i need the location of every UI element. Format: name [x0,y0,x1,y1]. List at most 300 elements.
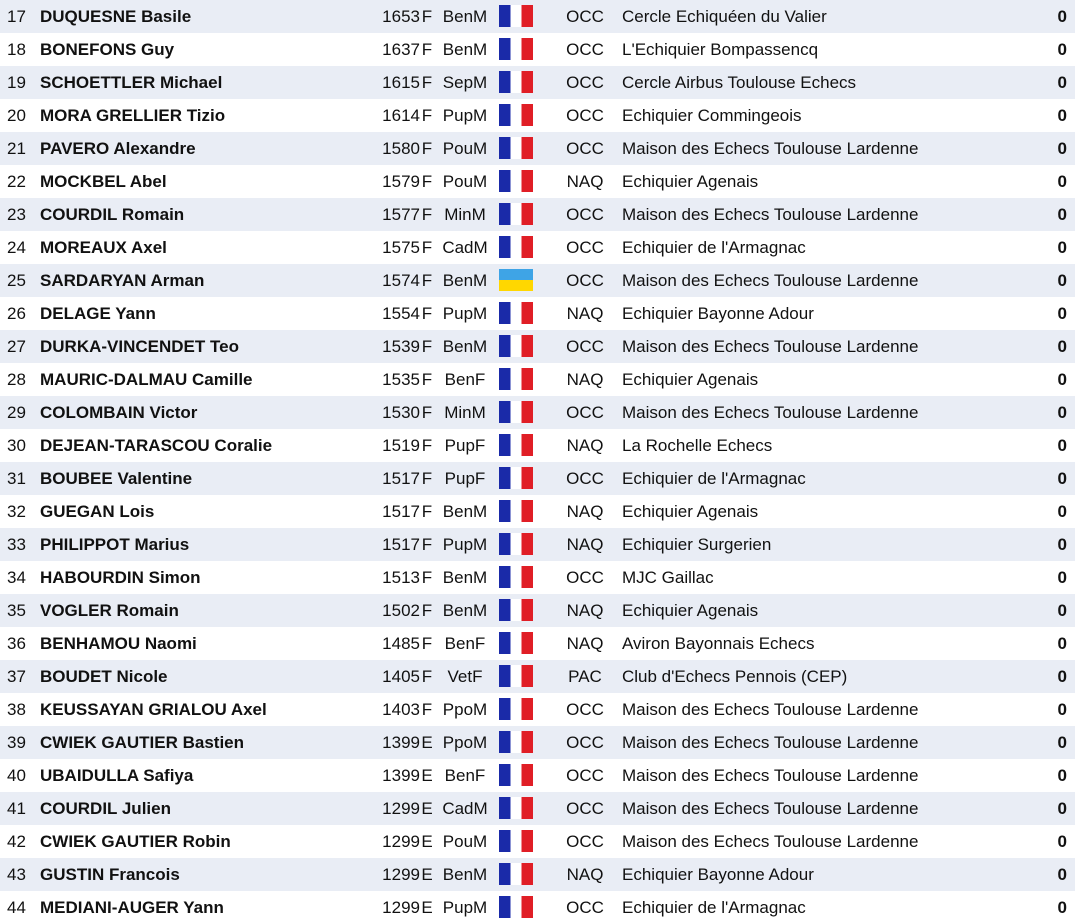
player-club: La Rochelle Echecs [622,436,773,455]
player-elo-type: F [421,667,433,686]
player-category: BenM [442,601,488,620]
player-flag-cell [496,396,556,429]
player-name: DUQUESNE Basile [40,7,192,26]
player-league: NAQ [566,601,604,620]
player-points: 0 [1057,898,1067,917]
player-flag-cell [496,330,556,363]
fr-flag-icon [499,698,533,720]
fr-flag-icon [499,71,533,93]
player-name: CWIEK GAUTIER Robin [40,832,231,851]
player-category: PupF [444,469,486,488]
player-rank: 23 [7,205,26,224]
player-rank: 44 [7,898,26,917]
player-flag-cell [496,165,556,198]
player-row [0,264,1075,297]
fr-flag-icon [499,104,533,126]
player-league: OCC [566,7,604,26]
player-rank: 36 [7,634,26,653]
player-row [0,198,1075,231]
fr-flag-icon [499,38,533,60]
fr-flag-icon [499,566,533,588]
player-category: MinM [444,403,486,422]
player-league: PAC [568,667,602,686]
fr-flag-icon [499,236,533,258]
player-category: BenM [442,865,488,884]
player-club: Maison des Echecs Toulouse Lardenne [622,205,919,224]
player-rank: 41 [7,799,26,818]
player-category: BenM [442,568,488,587]
player-points: 0 [1057,304,1067,323]
player-elo: 1554 [382,304,420,323]
fr-flag-icon [499,368,533,390]
player-league: NAQ [566,502,604,521]
player-flag-cell [496,759,556,792]
player-elo-type: F [421,337,433,356]
player-row [0,0,1075,33]
player-elo-type: F [421,370,433,389]
player-elo-type: F [421,271,433,290]
player-points: 0 [1057,832,1067,851]
player-row [0,693,1075,726]
player-name: DURKA-VINCENDET Teo [40,337,239,356]
fr-flag-icon [499,764,533,786]
player-category: SepM [442,73,488,92]
fr-flag-icon [499,830,533,852]
fr-flag-icon [499,137,533,159]
player-category: BenM [442,502,488,521]
player-elo-type: F [421,172,433,191]
player-elo: 1579 [382,172,420,191]
player-rank: 40 [7,766,26,785]
player-rank: 17 [7,7,26,26]
player-name: MAURIC-DALMAU Camille [40,370,253,389]
player-flag-cell [496,132,556,165]
player-row [0,429,1075,462]
player-elo-type: F [421,700,433,719]
player-elo: 1299 [382,832,420,851]
player-row [0,627,1075,660]
fr-flag-icon [499,170,533,192]
player-league: OCC [566,766,604,785]
player-flag-cell [496,858,556,891]
player-name: COURDIL Julien [40,799,171,818]
player-elo-type: F [421,403,433,422]
player-league: OCC [566,205,604,224]
player-elo: 1574 [382,271,420,290]
player-rank: 37 [7,667,26,686]
player-category: MinM [444,205,486,224]
player-category: PupM [442,304,488,323]
player-league: OCC [566,73,604,92]
player-club: Maison des Echecs Toulouse Lardenne [622,733,919,752]
player-rank: 29 [7,403,26,422]
player-rank: 34 [7,568,26,587]
player-elo-type: F [421,238,433,257]
player-league: NAQ [566,865,604,884]
player-elo-type: F [421,436,433,455]
player-points: 0 [1057,601,1067,620]
player-name: PAVERO Alexandre [40,139,196,158]
player-row [0,462,1075,495]
player-club: Maison des Echecs Toulouse Lardenne [622,799,919,818]
player-row [0,858,1075,891]
player-league: NAQ [566,436,604,455]
player-category: BenF [444,634,486,653]
player-elo: 1485 [382,634,420,653]
player-league: NAQ [566,535,604,554]
fr-flag-icon [499,599,533,621]
player-rank: 27 [7,337,26,356]
player-elo: 1517 [382,469,420,488]
player-rank: 33 [7,535,26,554]
player-rank: 20 [7,106,26,125]
player-name: HABOURDIN Simon [40,568,201,587]
player-flag-cell [496,33,556,66]
player-flag-cell [496,726,556,759]
player-club: Echiquier Agenais [622,370,759,389]
player-flag-cell [496,693,556,726]
player-points: 0 [1057,634,1067,653]
player-category: BenF [444,370,486,389]
player-league: OCC [566,139,604,158]
player-rank: 30 [7,436,26,455]
fr-flag-icon [499,797,533,819]
player-points: 0 [1057,700,1067,719]
player-row [0,99,1075,132]
player-elo: 1399 [382,766,420,785]
player-rank: 43 [7,865,26,884]
player-league: OCC [566,799,604,818]
player-elo: 1637 [382,40,420,59]
player-league: OCC [566,271,604,290]
player-points: 0 [1057,370,1067,389]
player-elo-type: E [421,766,433,785]
player-elo-type: F [421,304,433,323]
player-points: 0 [1057,766,1067,785]
player-league: OCC [566,898,604,917]
player-club: Maison des Echecs Toulouse Lardenne [622,766,919,785]
player-flag-cell [496,231,556,264]
player-elo: 1405 [382,667,420,686]
player-flag-cell [496,627,556,660]
player-league: OCC [566,40,604,59]
player-flag-cell [496,99,556,132]
player-category: PouM [442,832,488,851]
player-flag-cell [496,363,556,396]
player-club: Echiquier de l'Armagnac [622,469,806,488]
player-elo-type: F [421,634,433,653]
fr-flag-icon [499,401,533,423]
player-row [0,297,1075,330]
player-category: BenM [442,337,488,356]
player-rank: 42 [7,832,26,851]
player-name: MEDIANI-AUGER Yann [40,898,224,917]
player-elo-type: F [421,568,433,587]
player-league: NAQ [566,370,604,389]
player-elo: 1517 [382,502,420,521]
player-elo: 1519 [382,436,420,455]
player-league: OCC [566,733,604,752]
player-points: 0 [1057,73,1067,92]
player-elo-type: F [421,139,433,158]
player-row [0,363,1075,396]
fr-flag-icon [499,467,533,489]
player-rank: 22 [7,172,26,191]
player-name: COURDIL Romain [40,205,185,224]
player-name: SCHOETTLER Michael [40,73,223,92]
player-category: PupM [442,535,488,554]
player-elo-type: E [421,832,433,851]
player-category: BenM [442,271,488,290]
player-league: NAQ [566,634,604,653]
fr-flag-icon [499,500,533,522]
player-club: Maison des Echecs Toulouse Lardenne [622,700,919,719]
player-flag-cell [496,792,556,825]
player-name: PHILIPPOT Marius [40,535,190,554]
player-club: Echiquier Bayonne Adour [622,304,814,323]
player-points: 0 [1057,436,1067,455]
player-elo-type: F [421,73,433,92]
player-row [0,792,1075,825]
fr-flag-icon [499,863,533,885]
fr-flag-icon [499,335,533,357]
player-elo: 1615 [382,73,420,92]
player-rank: 38 [7,700,26,719]
fr-flag-icon [499,203,533,225]
player-category: BenF [444,766,486,785]
player-name: MORA GRELLIER Tizio [40,106,226,125]
player-row [0,759,1075,792]
player-flag-cell [496,891,556,924]
player-points: 0 [1057,337,1067,356]
player-elo: 1580 [382,139,420,158]
player-club: Aviron Bayonnais Echecs [622,634,815,653]
player-elo-type: F [421,205,433,224]
player-league: OCC [566,568,604,587]
player-points: 0 [1057,568,1067,587]
player-rank: 39 [7,733,26,752]
player-row [0,495,1075,528]
player-elo: 1403 [382,700,420,719]
player-club: Maison des Echecs Toulouse Lardenne [622,139,919,158]
player-elo: 1299 [382,799,420,818]
player-elo: 1502 [382,601,420,620]
fr-flag-icon [499,896,533,918]
player-club: Maison des Echecs Toulouse Lardenne [622,271,919,290]
player-category: BenM [442,40,488,59]
player-elo-type: E [421,898,433,917]
player-name: MOCKBEL Abel [40,172,167,191]
fr-flag-icon [499,665,533,687]
player-points: 0 [1057,667,1067,686]
player-elo: 1577 [382,205,420,224]
player-name: UBAIDULLA Safiya [40,766,194,785]
player-league: OCC [566,403,604,422]
player-points: 0 [1057,502,1067,521]
player-flag-cell [496,0,556,33]
player-name: BENHAMOU Naomi [40,634,197,653]
player-name: GUEGAN Lois [40,502,155,521]
player-category: PupM [442,898,488,917]
player-league: NAQ [566,304,604,323]
player-elo: 1539 [382,337,420,356]
player-points: 0 [1057,733,1067,752]
player-elo: 1535 [382,370,420,389]
player-club: Echiquier Bayonne Adour [622,865,814,884]
player-rank: 28 [7,370,26,389]
player-league: NAQ [566,172,604,191]
player-elo-type: E [421,799,433,818]
player-club: Echiquier de l'Armagnac [622,238,806,257]
player-points: 0 [1057,403,1067,422]
player-elo-type: F [421,601,433,620]
player-row [0,396,1075,429]
player-row [0,33,1075,66]
player-row [0,891,1075,924]
player-elo: 1299 [382,865,420,884]
player-points: 0 [1057,799,1067,818]
player-club: L'Echiquier Bompassencq [622,40,819,59]
player-category: BenM [442,7,488,26]
player-category: PupM [442,106,488,125]
player-club: Echiquier Agenais [622,601,759,620]
player-club: Echiquier Surgerien [622,535,772,554]
player-rank: 35 [7,601,26,620]
player-points: 0 [1057,40,1067,59]
ua-flag-icon [499,269,533,291]
player-elo-type: F [421,7,433,26]
player-name: BOUDET Nicole [40,667,168,686]
player-row [0,561,1075,594]
fr-flag-icon [499,731,533,753]
player-club: Echiquier Commingeois [622,106,802,125]
player-league: OCC [566,337,604,356]
player-league: OCC [566,106,604,125]
player-points: 0 [1057,205,1067,224]
player-name: SARDARYAN Arman [40,271,205,290]
player-elo: 1299 [382,898,420,917]
fr-flag-icon [499,5,533,27]
player-flag-cell [496,264,556,297]
player-elo: 1517 [382,535,420,554]
player-category: CadM [442,799,488,818]
player-name: VOGLER Romain [40,601,179,620]
player-elo-type: E [421,733,433,752]
player-club: Echiquier Agenais [622,502,759,521]
player-elo: 1614 [382,106,420,125]
player-club: MJC Gaillac [622,568,714,587]
player-points: 0 [1057,271,1067,290]
player-points: 0 [1057,469,1067,488]
player-name: CWIEK GAUTIER Bastien [40,733,245,752]
player-rank: 24 [7,238,26,257]
player-flag-cell [496,528,556,561]
player-row [0,726,1075,759]
player-flag-cell [496,660,556,693]
player-rank: 21 [7,139,26,158]
player-row [0,594,1075,627]
player-name: MOREAUX Axel [40,238,167,257]
player-flag-cell [496,825,556,858]
player-category: PupF [444,436,486,455]
player-points: 0 [1057,238,1067,257]
player-elo: 1575 [382,238,420,257]
player-club: Maison des Echecs Toulouse Lardenne [622,832,919,851]
player-elo: 1513 [382,568,420,587]
player-category: PouM [442,139,488,158]
player-category: CadM [442,238,488,257]
player-category: PpoM [442,733,488,752]
player-rank: 31 [7,469,26,488]
player-club: Cercle Echiquéen du Valier [622,7,827,26]
player-rank: 25 [7,271,26,290]
player-flag-cell [496,198,556,231]
player-row [0,660,1075,693]
player-elo: 1653 [382,7,420,26]
player-league: OCC [566,469,604,488]
player-points: 0 [1057,535,1067,554]
player-club: Maison des Echecs Toulouse Lardenne [622,403,919,422]
player-flag-cell [496,66,556,99]
fr-flag-icon [499,632,533,654]
player-name: COLOMBAIN Victor [40,403,198,422]
fr-flag-icon [499,434,533,456]
player-elo-type: F [421,106,433,125]
player-row [0,165,1075,198]
player-elo-type: F [421,535,433,554]
player-name: KEUSSAYAN GRIALOU Axel [40,700,267,719]
fr-flag-icon [499,533,533,555]
player-category: PpoM [442,700,488,719]
player-elo-type: E [421,865,433,884]
player-club: Echiquier Agenais [622,172,759,191]
player-flag-cell [496,297,556,330]
player-rank: 19 [7,73,26,92]
player-rank: 32 [7,502,26,521]
player-league: OCC [566,238,604,257]
player-row [0,66,1075,99]
player-points: 0 [1057,865,1067,884]
player-points: 0 [1057,106,1067,125]
player-club: Club d'Echecs Pennois (CEP) [622,667,848,686]
player-club: Echiquier de l'Armagnac [622,898,806,917]
player-flag-cell [496,561,556,594]
player-category: VetF [447,667,483,686]
player-club: Cercle Airbus Toulouse Echecs [622,73,857,92]
player-row [0,825,1075,858]
player-name: BOUBEE Valentine [40,469,193,488]
player-club: Maison des Echecs Toulouse Lardenne [622,337,919,356]
player-flag-cell [496,594,556,627]
player-name: DELAGE Yann [40,304,156,323]
player-elo: 1530 [382,403,420,422]
player-rank: 18 [7,40,26,59]
player-league: OCC [566,832,604,851]
player-elo-type: F [421,469,433,488]
player-row [0,231,1075,264]
player-row [0,330,1075,363]
player-points: 0 [1057,139,1067,158]
player-row [0,132,1075,165]
player-flag-cell [496,429,556,462]
player-league: OCC [566,700,604,719]
fr-flag-icon [499,302,533,324]
player-name: BONEFONS Guy [40,40,175,59]
player-row [0,528,1075,561]
player-name: DEJEAN-TARASCOU Coralie [40,436,273,455]
player-elo: 1399 [382,733,420,752]
player-points: 0 [1057,172,1067,191]
